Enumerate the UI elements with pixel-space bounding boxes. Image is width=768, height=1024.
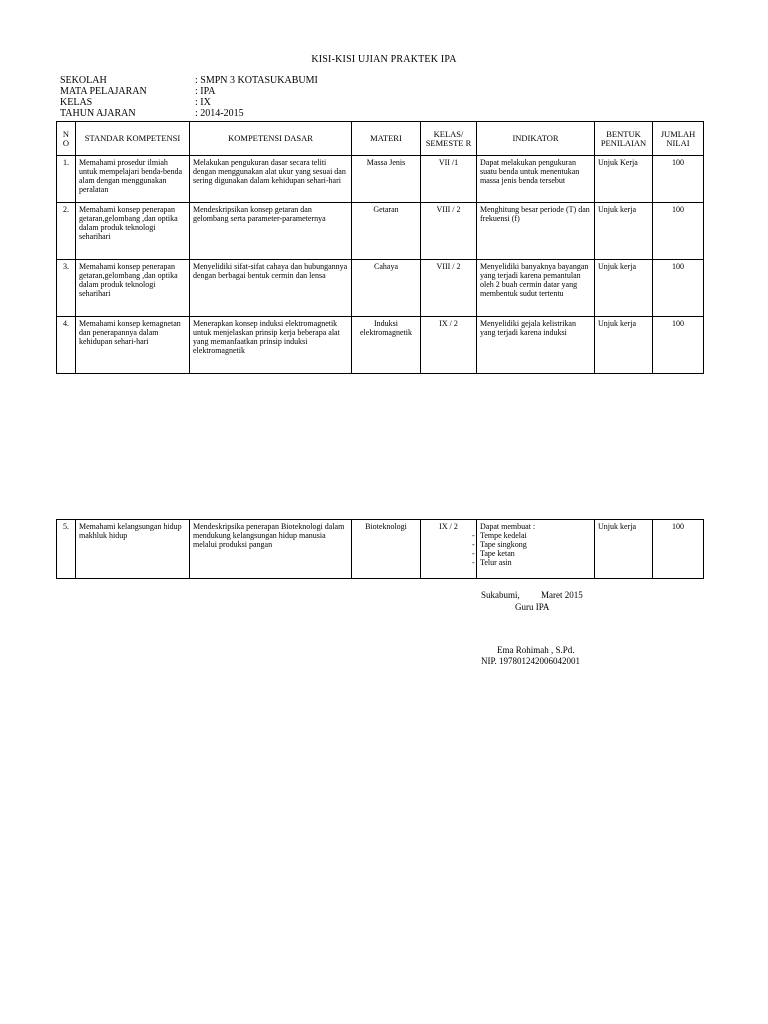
cell-standar-kompetensi: Memahami konsep penerapan getaran,gelombang ,dan optika dalam produk teknologi seharihari <box>76 260 190 317</box>
info-value: : IPA <box>195 86 216 97</box>
cell-materi: Bioteknologi <box>352 520 421 579</box>
cell-jumlah: 100 <box>653 520 704 579</box>
cell-materi: Induksi elektromagnetik <box>352 317 421 374</box>
cell-bentuk: Unjuk kerja <box>595 203 653 260</box>
cell-kelas: VIII / 2 <box>421 260 477 317</box>
cell-kompetensi-dasar: Mendeskripsikan konsep getaran dan gelombang serta parameter-parameternya <box>190 203 352 260</box>
info-label: MATA PELAJARAN <box>60 86 147 97</box>
cell-kelas: IX / 2 <box>421 520 477 579</box>
cell-materi: Getaran <box>352 203 421 260</box>
cell-jumlah: 100 <box>653 156 704 203</box>
cell-jumlah: 100 <box>653 317 704 374</box>
cell-standar-kompetensi: Memahami konsep penerapan getaran,gelombang ,dan optika dalam produk teknologi seharihari <box>76 203 190 260</box>
table-row <box>57 317 704 374</box>
list-item: - Tempe kedelai <box>480 531 591 540</box>
table-row <box>57 156 704 203</box>
info-value: : 2014-2015 <box>195 108 244 119</box>
cell-indikator: Menyelidiki banyaknya bayangan yang terjadi karena pemantulan oleh 2 buah cermin datar yang membentuk sudut tertentu <box>477 260 595 317</box>
cell-indikator: Menyelidiki gejala kelistrikan yang terjadi karena induksi <box>477 317 595 374</box>
signature-city: Sukabumi, <box>481 590 520 600</box>
cell-standar-kompetensi: Memahami konsep kemagnetan dan penerapannya dalam kehidupan sehari-hari <box>76 317 190 374</box>
cell-jumlah: 100 <box>653 260 704 317</box>
signature-date: Maret 2015 <box>541 590 583 600</box>
cell-standar-kompetensi: Memahami prosedur ilmiah untuk mempelajari benda-benda alam dengan menggunakan peralatan <box>76 156 190 203</box>
info-label: KELAS <box>60 97 93 108</box>
cell-kompetensi-dasar: Menerapkan konsep induksi elektromagnetik untuk menjelaskan prinsip kerja beberapa alat yang memanfaatkan prinsip induksi elektromagnetik <box>190 317 352 374</box>
cell-no: 3. <box>57 260 76 317</box>
cell-bentuk: Unjuk Kerja <box>595 156 653 203</box>
header-materi: MATERI <box>352 122 421 156</box>
cell-indikator: Dapat melakukan pengukuran suatu benda untuk menentukan massa jenis benda tersebut <box>477 156 595 203</box>
list-item: - Tape ketan <box>480 549 591 558</box>
cell-indikator: Menghitung besar periode (T) dan frekuensi (f) <box>477 203 595 260</box>
cell-kompetensi-dasar: Menyelidiki sifat-sifat cahaya dan hubungannya dengan berbagai bentuk cermin dan lensa <box>190 260 352 317</box>
header-kelas-semester: KELAS/ SEMESTE R <box>421 122 477 156</box>
cell-no: 2. <box>57 203 76 260</box>
signature-role: Guru IPA <box>515 602 550 612</box>
kisi-kisi-table-continued <box>56 519 704 579</box>
header-bentuk-penilaian: BENTUK PENILAIAN <box>595 122 653 156</box>
header-jumlah-nilai: JUMLAH NILAI <box>653 122 704 156</box>
header-standar-kompetensi: STANDAR KOMPETENSI <box>76 122 190 156</box>
cell-kompetensi-dasar: Melakukan pengukuran dasar secara teliti dengan menggunakan alat ukur yang sesuai dan sering digunakan dalam kehidupan sehari-hari <box>190 156 352 203</box>
cell-kelas: VIII / 2 <box>421 203 477 260</box>
list-item: - Telur asin <box>480 558 591 567</box>
cell-no: 5. <box>57 520 76 579</box>
indikator-intro: Dapat membuat : <box>480 522 536 531</box>
kisi-kisi-table <box>56 121 704 374</box>
signature-nip: NIP. 197801242006042001 <box>481 656 581 666</box>
indikator-list <box>480 531 591 567</box>
document-title: KISI-KISI UJIAN PRAKTEK IPA <box>311 54 457 65</box>
cell-kelas: VII /1 <box>421 156 477 203</box>
header-indikator: INDIKATOR <box>477 122 595 156</box>
cell-bentuk: Unjuk kerja <box>595 260 653 317</box>
cell-materi: Massa Jenis <box>352 156 421 203</box>
info-label: TAHUN AJARAN <box>60 108 136 119</box>
header-no: N O <box>57 122 76 156</box>
cell-no: 4. <box>57 317 76 374</box>
table-header-row <box>57 122 704 156</box>
cell-bentuk: Unjuk kerja <box>595 520 653 579</box>
cell-standar-kompetensi: Memahami kelangsungan hidup makhluk hidup <box>76 520 190 579</box>
cell-jumlah: 100 <box>653 203 704 260</box>
cell-materi: Cahaya <box>352 260 421 317</box>
cell-no: 1. <box>57 156 76 203</box>
info-value: : SMPN 3 KOTASUKABUMI <box>195 75 318 86</box>
cell-indikator <box>477 520 595 579</box>
cell-kompetensi-dasar: Mendeskripsika penerapan Bioteknologi dalam mendukung kelangsungan hidup manusia melalui produksi pangan <box>190 520 352 579</box>
list-item: - Tape singkong <box>480 540 591 549</box>
info-value: : IX <box>195 97 211 108</box>
table-row <box>57 203 704 260</box>
header-kompetensi-dasar: KOMPETENSI DASAR <box>190 122 352 156</box>
info-label: SEKOLAH <box>60 75 107 86</box>
cell-bentuk: Unjuk kerja <box>595 317 653 374</box>
table-row <box>57 260 704 317</box>
table-row <box>57 520 704 579</box>
signature-name: Ema Rohimah , S.Pd. <box>497 645 575 655</box>
cell-kelas: IX / 2 <box>421 317 477 374</box>
